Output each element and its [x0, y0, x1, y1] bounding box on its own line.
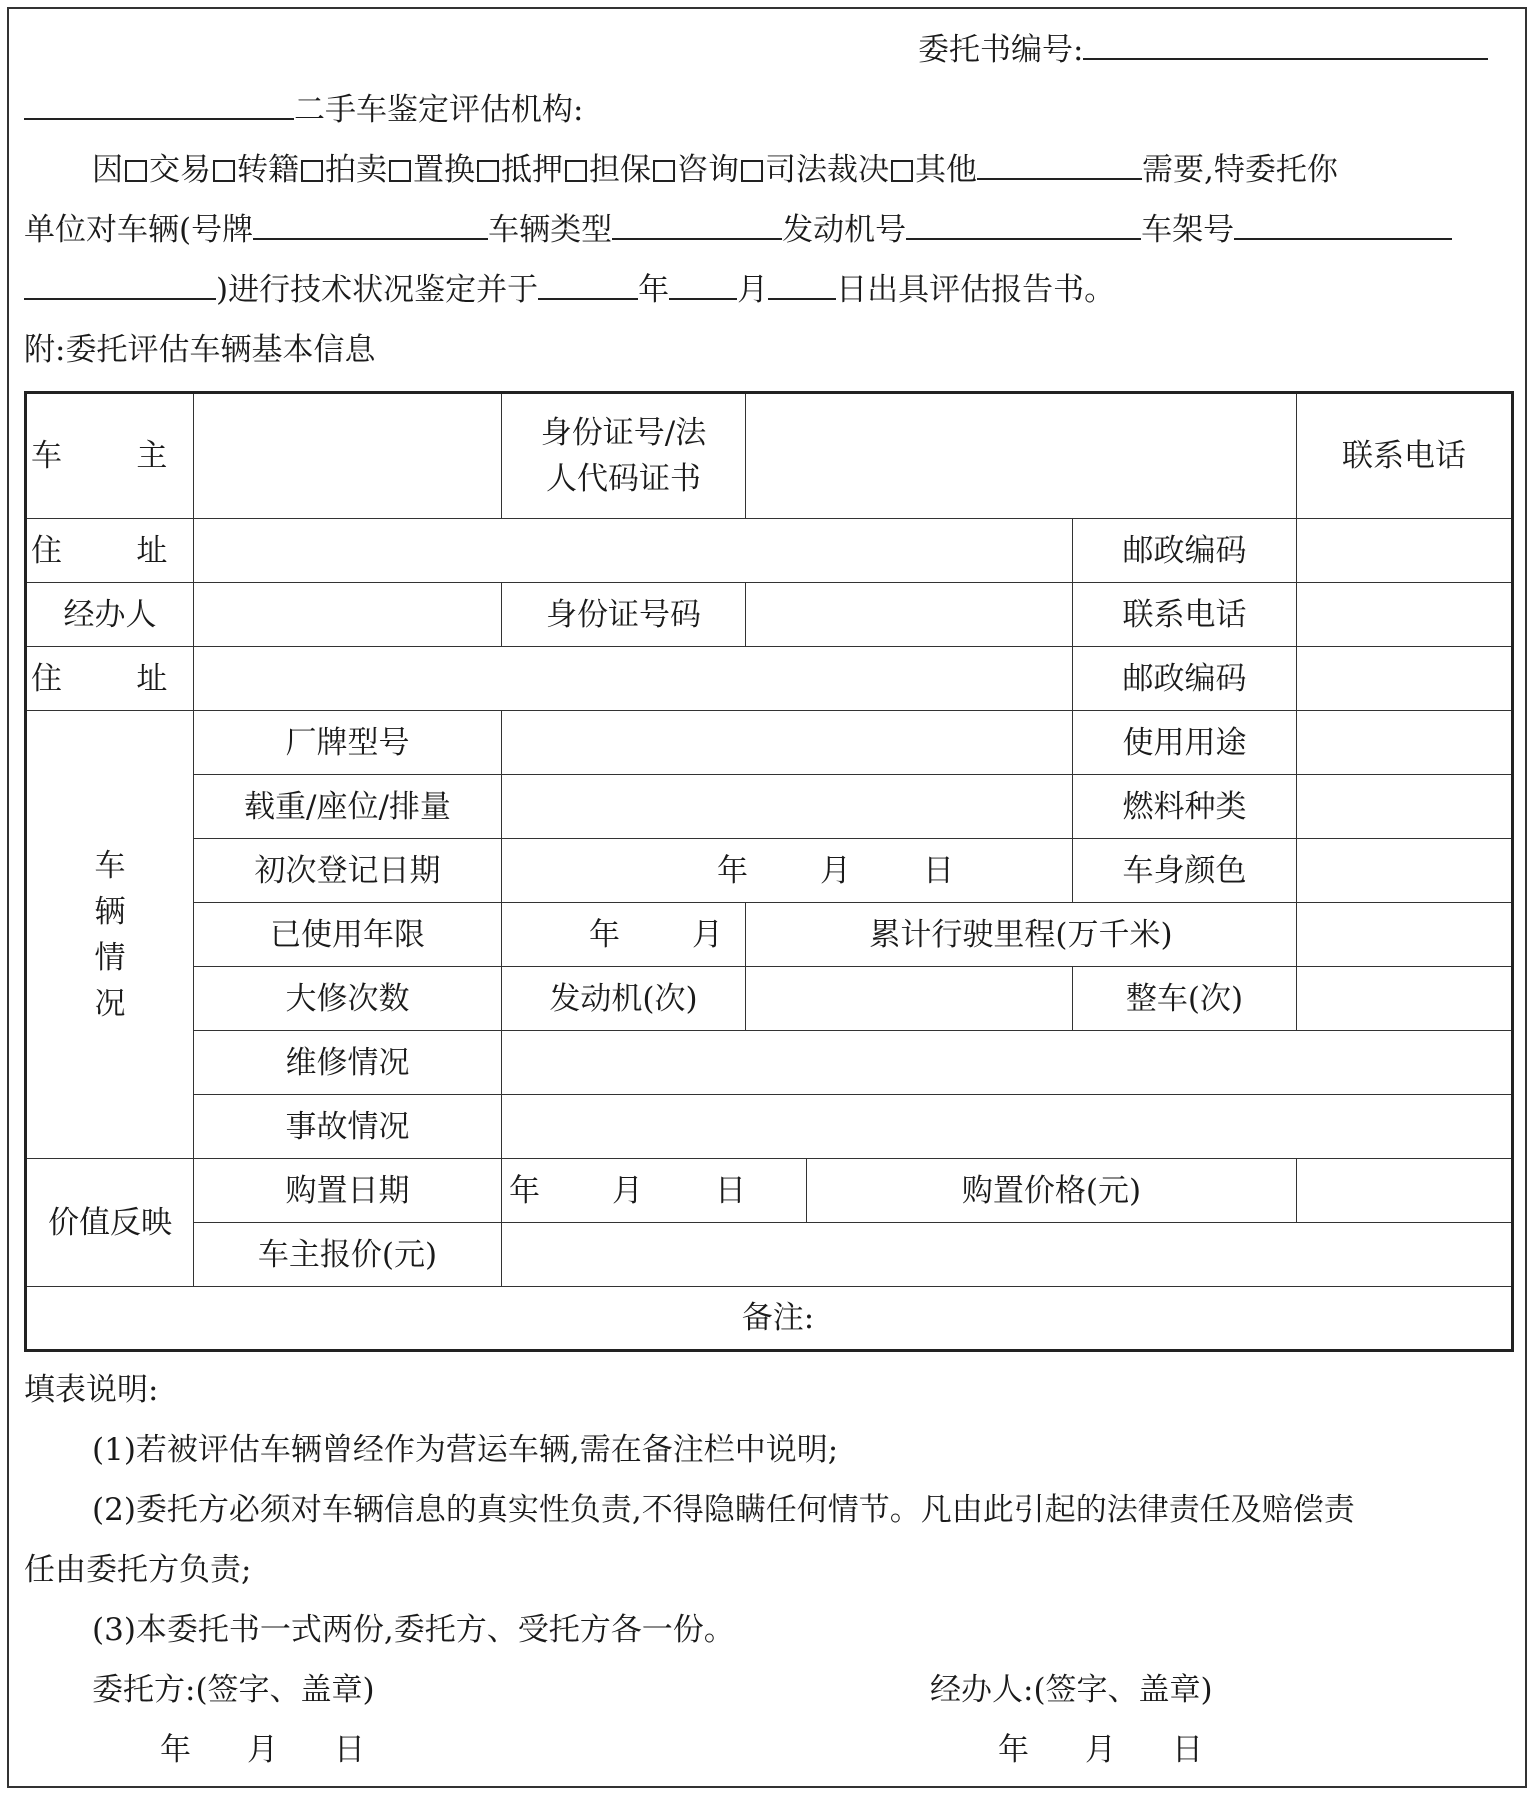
purchase-price-label: 购置价格(元) — [807, 1159, 1297, 1223]
body-color-label: 车身颜色 — [1073, 839, 1297, 903]
agent-field[interactable] — [194, 583, 502, 647]
contract-number-label: 委托书编号: — [918, 32, 1084, 68]
checkbox-consult[interactable] — [653, 160, 675, 182]
vehicle-times-label: 整车(次) — [1073, 967, 1297, 1031]
years-used-year: 年 — [589, 916, 621, 953]
date-line — [24, 268, 1115, 312]
purchase-price-field[interactable] — [1297, 1159, 1513, 1223]
option-transaction: 交易 — [149, 152, 211, 188]
report-month-field[interactable] — [669, 268, 737, 300]
vehicle-type-field[interactable] — [612, 208, 782, 240]
brand-model-label: 厂牌型号 — [194, 711, 502, 775]
option-other: 其他 — [915, 152, 977, 188]
client-sign-year: 年 — [160, 1732, 191, 1768]
purchase-date-label: 购置日期 — [194, 1159, 502, 1223]
handler-signature-label[interactable]: 经办人:(签字、盖章) — [930, 1672, 1213, 1708]
checkbox-auction[interactable] — [301, 160, 323, 182]
purpose-line — [92, 148, 1338, 192]
owner-postcode-field[interactable] — [1297, 519, 1513, 583]
engine-no-field[interactable] — [906, 208, 1141, 240]
agent-postcode-field[interactable] — [1297, 647, 1513, 711]
years-used-month: 月 — [692, 916, 724, 953]
purpose-end: 需要,特委托你 — [1142, 152, 1338, 188]
remarks-field[interactable]: 备注: — [26, 1287, 1513, 1351]
contract-number-field[interactable] — [1083, 28, 1488, 60]
owner-field[interactable] — [194, 393, 502, 519]
frame-no-field-cont[interactable] — [24, 268, 216, 300]
vehicle-line — [24, 208, 1452, 252]
engine-no-label: 发动机号 — [782, 212, 907, 248]
id-law-field[interactable] — [746, 393, 1297, 519]
option-auction: 拍卖 — [325, 152, 387, 188]
plate-field[interactable] — [253, 208, 488, 240]
owner-address-field[interactable] — [194, 519, 1073, 583]
agency-name-field[interactable] — [24, 88, 294, 120]
checkbox-exchange[interactable] — [389, 160, 411, 182]
instructions-title: 填表说明: — [24, 1372, 159, 1408]
client-sign-day: 日 — [334, 1732, 365, 1768]
value-section-label: 价值反映 — [26, 1159, 194, 1287]
checkbox-transfer[interactable] — [213, 160, 235, 182]
checkbox-other[interactable] — [891, 160, 913, 182]
purpose-intro: 因 — [92, 152, 123, 188]
option-mortgage: 抵押 — [501, 152, 563, 188]
overhaul-label: 大修次数 — [194, 967, 502, 1031]
owner-quote-field[interactable] — [502, 1223, 1513, 1287]
fuel-label: 燃料种类 — [1073, 775, 1297, 839]
agent-address-label: 住 址 — [26, 647, 194, 711]
load-field[interactable] — [502, 775, 1073, 839]
client-sign-date — [160, 1728, 365, 1772]
instruction-item-2b: 任由委托方负责; — [24, 1552, 252, 1588]
fuel-field[interactable] — [1297, 775, 1513, 839]
agent-postcode-label: 邮政编码 — [1073, 647, 1297, 711]
first-reg-year: 年 — [717, 852, 749, 889]
agent-label: 经办人 — [26, 583, 194, 647]
vehicle-type-label: 车辆类型 — [488, 212, 613, 248]
maintenance-label: 维修情况 — [194, 1031, 502, 1095]
owner-quote-label: 车主报价(元) — [194, 1223, 502, 1287]
usage-field[interactable] — [1297, 711, 1513, 775]
accident-field[interactable] — [502, 1095, 1513, 1159]
agency-label: 二手车鉴定评估机构: — [294, 92, 584, 128]
option-consult: 咨询 — [677, 152, 739, 188]
vehicle-char-3: 情 — [94, 939, 126, 976]
assessment-text: )进行技术状况鉴定并于 — [216, 272, 539, 308]
handler-sign-year: 年 — [998, 1732, 1029, 1768]
instruction-item-3: (3)本委托书一式两份,委托方、受托方各一份。 — [92, 1612, 735, 1648]
checkbox-judicial[interactable] — [741, 160, 763, 182]
load-label: 载重/座位/排量 — [194, 775, 502, 839]
years-used-label: 已使用年限 — [194, 903, 502, 967]
agent-id-field[interactable] — [746, 583, 1073, 647]
accident-label: 事故情况 — [194, 1095, 502, 1159]
report-month-label: 月 — [737, 272, 769, 308]
checkbox-mortgage[interactable] — [477, 160, 499, 182]
frame-no-label: 车架号 — [1141, 212, 1235, 248]
agency-line — [24, 88, 583, 132]
attachment-title: 附:委托评估车辆基本信息 — [24, 332, 376, 368]
vehicle-times-field[interactable] — [1297, 967, 1513, 1031]
handler-sign-date — [998, 1728, 1203, 1772]
vehicle-info-table — [24, 391, 1514, 1352]
option-transfer: 转籍 — [237, 152, 299, 188]
report-end-text: 日出具评估报告书。 — [836, 272, 1116, 308]
report-day-field[interactable] — [768, 268, 836, 300]
vehicle-section-label — [26, 711, 194, 1159]
report-year-label: 年 — [638, 272, 670, 308]
maintenance-field[interactable] — [502, 1031, 1513, 1095]
checkbox-guarantee[interactable] — [565, 160, 587, 182]
engine-times-field[interactable] — [746, 967, 1073, 1031]
client-sign-month: 月 — [247, 1732, 278, 1768]
usage-label: 使用用途 — [1073, 711, 1297, 775]
contract-number-line — [918, 28, 1488, 72]
first-reg-day: 日 — [923, 852, 955, 889]
checkbox-transaction[interactable] — [125, 160, 147, 182]
option-exchange: 置换 — [413, 152, 475, 188]
purchase-day: 日 — [715, 1172, 747, 1209]
other-purpose-field[interactable] — [977, 148, 1142, 180]
owner-postcode-label: 邮政编码 — [1073, 519, 1297, 583]
brand-model-field[interactable] — [502, 711, 1073, 775]
purchase-date-field[interactable] — [502, 1159, 807, 1223]
agent-id-label: 身份证号码 — [502, 583, 746, 647]
vehicle-char-2: 辆 — [94, 893, 126, 930]
report-year-field[interactable] — [538, 268, 638, 300]
purchase-year: 年 — [509, 1172, 541, 1209]
mileage-label: 累计行驶里程(万千米) — [746, 903, 1297, 967]
vehicle-char-1: 车 — [94, 847, 126, 884]
agent-phone-field[interactable] — [1297, 583, 1513, 647]
frame-no-field[interactable] — [1234, 208, 1452, 240]
first-reg-month: 月 — [820, 852, 852, 889]
agent-address-field[interactable] — [194, 647, 1073, 711]
owner-phone-label: 联系电话 — [1297, 393, 1513, 519]
purchase-month: 月 — [612, 1172, 644, 1209]
instruction-item-1: (1)若被评估车辆曾经作为营运车辆,需在备注栏中说明; — [92, 1432, 839, 1468]
vehicle-char-4: 况 — [94, 985, 126, 1022]
handler-sign-day: 日 — [1172, 1732, 1203, 1768]
owner-address-label: 住 址 — [26, 519, 194, 583]
first-reg-label: 初次登记日期 — [194, 839, 502, 903]
mileage-field[interactable] — [1297, 903, 1513, 967]
id-law-label: 身份证号/法人代码证书 — [502, 393, 746, 519]
years-used-field[interactable] — [502, 903, 746, 967]
agent-phone-label: 联系电话 — [1073, 583, 1297, 647]
instruction-item-2a: (2)委托方必须对车辆信息的真实性负责,不得隐瞒任何情节。凡由此引起的法律责任及赔偿责 — [92, 1492, 1355, 1528]
plate-label: 单位对车辆(号牌 — [24, 212, 254, 248]
body-color-field[interactable] — [1297, 839, 1513, 903]
first-reg-field[interactable] — [502, 839, 1073, 903]
owner-label: 车 主 — [26, 393, 194, 519]
option-judicial: 司法裁决 — [765, 152, 889, 188]
client-signature-label[interactable]: 委托方:(签字、盖章) — [92, 1672, 375, 1708]
option-guarantee: 担保 — [589, 152, 651, 188]
engine-times-label: 发动机(次) — [502, 967, 746, 1031]
handler-sign-month: 月 — [1085, 1732, 1116, 1768]
